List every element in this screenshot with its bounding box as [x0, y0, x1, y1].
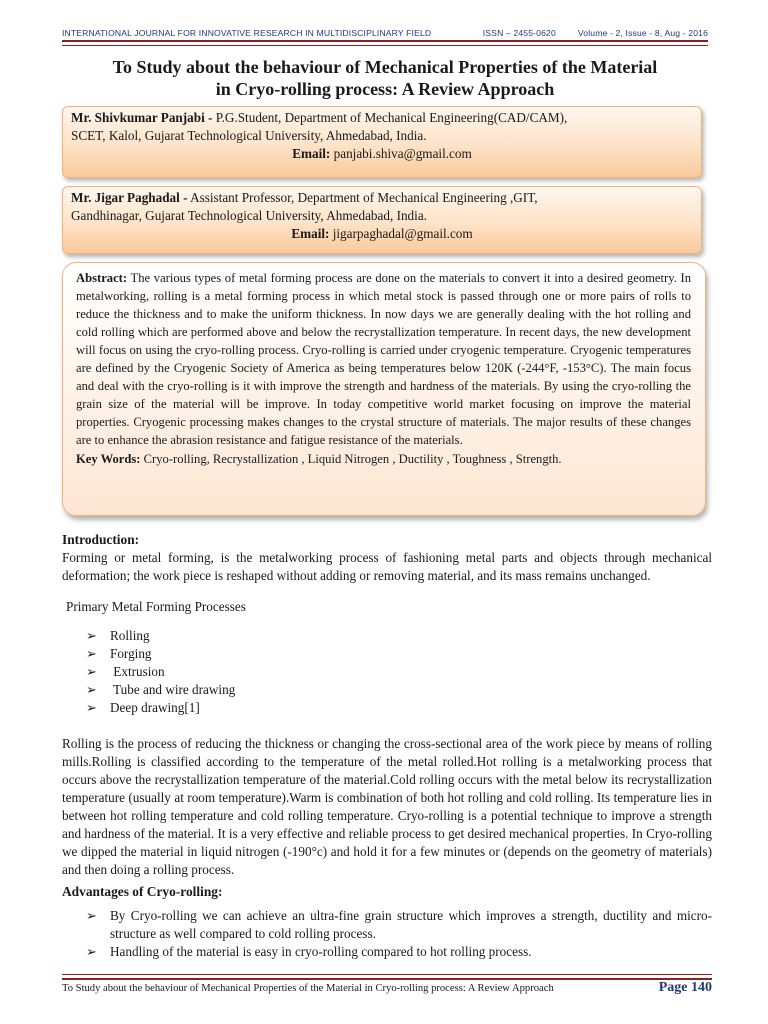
keywords: Cryo-rolling, Recrystallization , Liquid Nitrogen , Ductility , Toughness , Strength. — [140, 452, 562, 466]
list-item: ➢ Extrusion — [86, 664, 165, 679]
arrow-bullet-icon: ➢ — [86, 628, 98, 643]
list-item: ➢ Handling of the material is easy in cryo-rolling compared to hot rolling process. — [86, 944, 532, 959]
introduction-text: Forming or metal forming, is the metalworking process of fashioning metal parts and objects through mechanical deformation; the work piece is reshaped without adding or removing material, and its mass remains unchanged. — [62, 550, 712, 583]
arrow-bullet-icon: ➢ — [86, 944, 98, 959]
advantages-heading: Advantages of Cryo-rolling: — [62, 884, 223, 899]
author-email[interactable]: panjabi.shiva@gmail.com — [330, 146, 472, 161]
processes-heading: Primary Metal Forming Processes — [66, 599, 246, 614]
footer-title: To Study about the behaviour of Mechanical Properties of the Material in Cryo-rolling process: A Review Approach — [62, 983, 554, 994]
arrow-bullet-icon: ➢ — [86, 646, 98, 661]
footer-rule — [62, 974, 712, 980]
author-box-1: Mr. Shivkumar Panjabi - P.G.Student, Department of Mechanical Engineering(CAD/CAM), SCET, Kalol, Gujarat Technological University, Ahmedabad, India. Email: panjabi.shiva@gmail.com — [62, 106, 702, 178]
page-number: Page 140 — [658, 980, 712, 995]
abstract-box — [62, 262, 706, 516]
arrow-bullet-icon: ➢ — [86, 682, 98, 697]
list-item: ➢ Forging — [86, 646, 152, 661]
list-item: ➢ Deep drawing[1] — [86, 700, 200, 715]
introduction-heading: Introduction: — [62, 532, 140, 547]
author-email[interactable]: jigarpaghadal@gmail.com — [329, 226, 473, 241]
issn: ISSN – 2455-0620 — [482, 28, 556, 38]
processes-list — [86, 627, 235, 717]
arrow-bullet-icon: ➢ — [86, 908, 98, 923]
arrow-bullet-icon: ➢ — [86, 700, 98, 715]
arrow-bullet-icon: ➢ — [86, 664, 98, 679]
author-box-2: Mr. Jigar Paghadal - Assistant Professor, Department of Mechanical Engineering ,GIT, Gandhinagar, Gujarat Technological University, Ahmedabad, India. Email: jigarpaghadal@gmail.com — [62, 186, 702, 254]
rolling-text: Rolling is the process of reducing the thickness or changing the cross-sectional area of the work piece by means of rolling mills.Rolling is classified according to the temperature of the metal rolled.Hot rolling is a metalworking process that occurs above the recrystallization temperature of the material.Cold rolling occurs with the metal below its recrystallization temperature (usually at room temperature).Warm is combination of both hot rolling and cold rolling. Its temperature lies in between hot rolling temperature and cold rolling temperature. Cryo-rolling is a potential technique to improve a strength and hardness of the material. It is a very effective and reliable process to get desired mechanical properties. In Cryo-rolling we dipped the material in liquid nitrogen (-190°c) and hold it for a few minutes or (depends on the geometry of materials) and then doing a rolling process. — [62, 736, 712, 877]
advantages-list — [86, 907, 712, 961]
header-rule — [62, 40, 708, 46]
author-name: Mr. Shivkumar Panjabi - — [71, 110, 213, 125]
journal-name: INTERNATIONAL JOURNAL FOR INNOVATIVE RESEARCH IN MULTIDISCIPLINARY FIELD — [62, 28, 432, 38]
journal-header — [62, 28, 708, 38]
volume-issue: Volume - 2, Issue - 8, Aug - 2016 — [577, 28, 708, 38]
keywords-label: Key Words: — [76, 452, 141, 466]
author-name: Mr. Jigar Paghadal - — [71, 190, 188, 205]
list-item: ➢ Rolling — [86, 628, 150, 643]
list-item: ➢ Tube and wire drawing — [86, 682, 236, 697]
paper-title: To Study about the behaviour of Mechanical Properties of the Material in Cryo-rolling process: A Review Approach — [112, 57, 658, 99]
list-item: ➢ By Cryo-rolling we can achieve an ultra-fine grain structure which improves a strength, ductility and micro-structure as well compared to cold rolling process. — [86, 908, 712, 941]
abstract-label: Abstract: — [76, 271, 128, 285]
abstract-text: The various types of metal forming process are done on the materials to convert it into a desired geometry. In metalworking, rolling is a metal forming process in which metal stock is passed through one or more pairs of rolls to reduce the thickness and to make the uniform thickness. In now days we are generally dealing with the hot rolling and cold rolling which are performed above and below the recrystallization temperature. In recent days, the new development will focus on using the cryo-rolling process. Cryo-rolling is carried under cryogenic temperature. Cryogenic temperatures are defined by the Cryogenic Society of America as being temperatures below 120K (-244°F, -153°C). The main focus and deal with the cryo-rolling is it with improve the strength and hardness of the materials. By using the cryo-rolling the grain size of the material will be improve. In today competitive world market focusing on improve the material properties. Cryogenic processing makes changes to the crystal structure of materials. The major results of these changes are to enhance the abrasion resistance and fatigue resistance of the materials. — [76, 271, 691, 447]
